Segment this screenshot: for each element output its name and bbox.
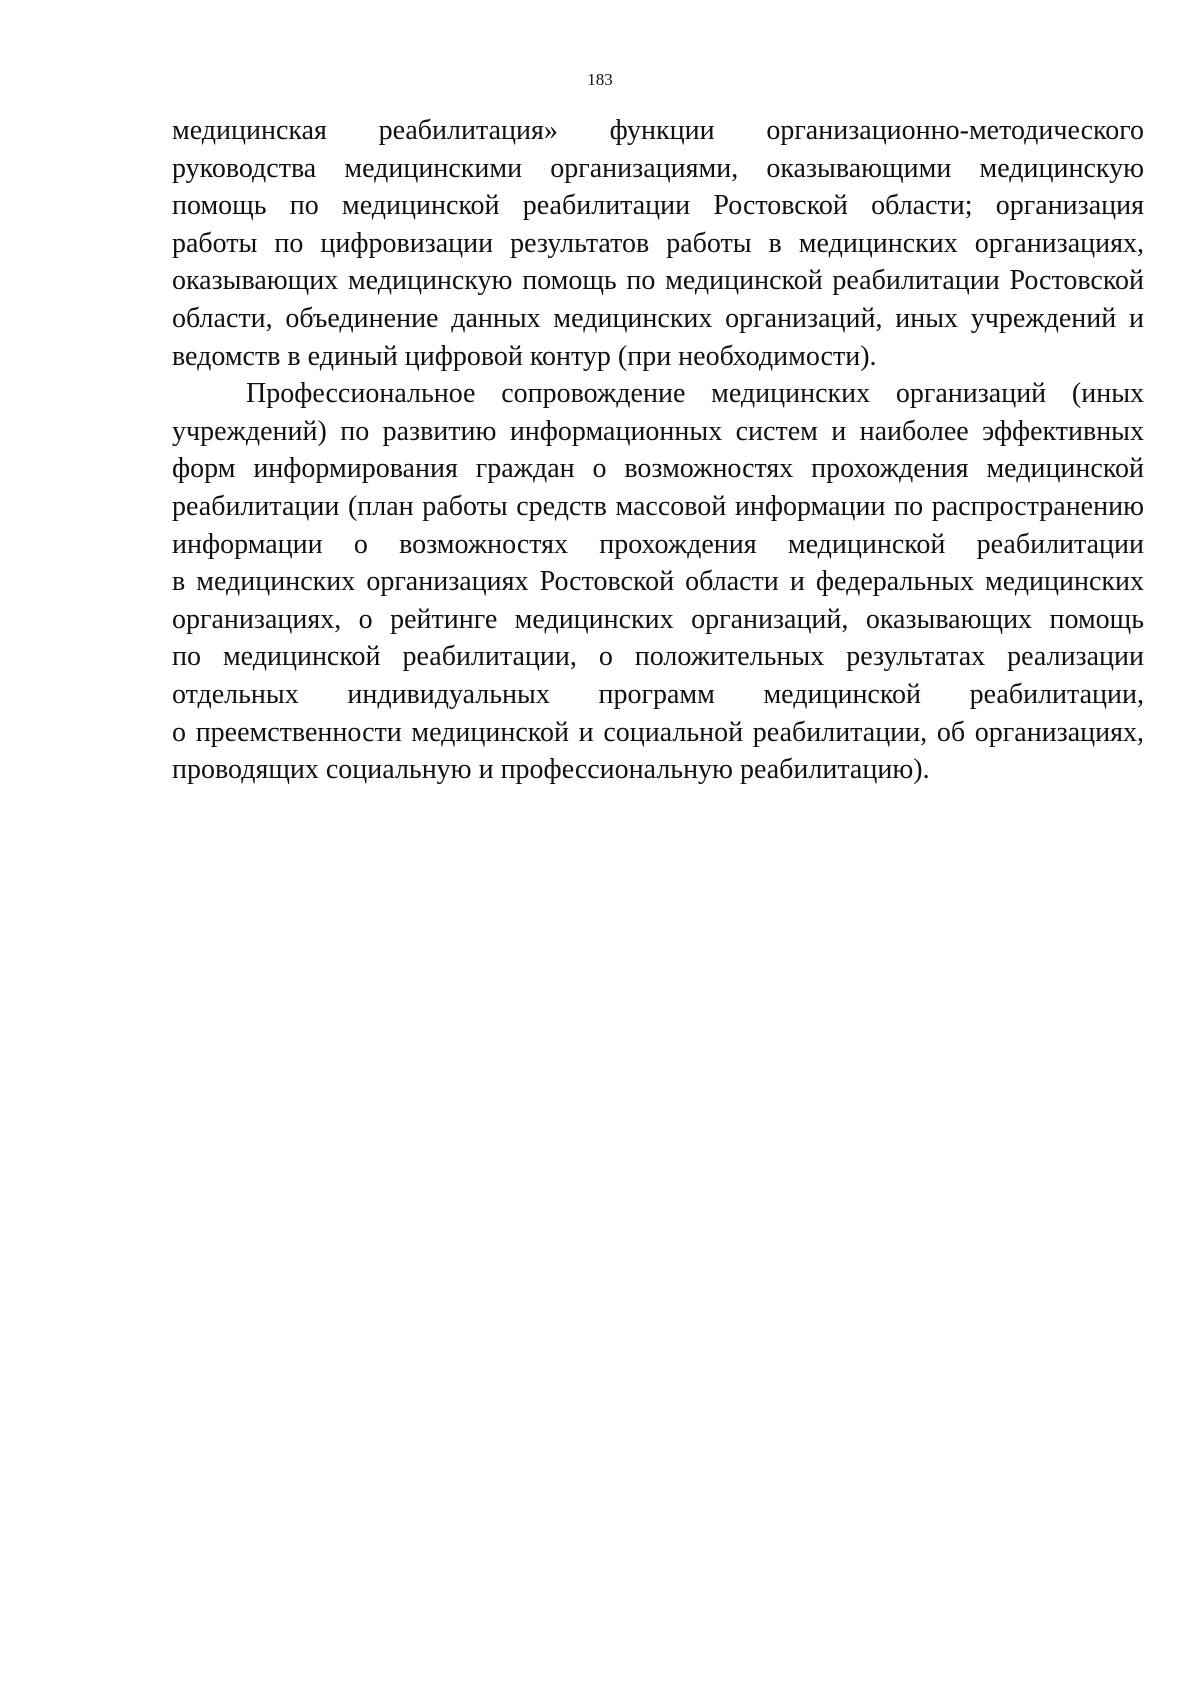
paragraph-1 [172,112,1144,375]
text-line: области, объединение данных медицинских организаций, иных учреждений и [172,302,1144,334]
text-line: работы по цифровизации результатов работы в медицинских организациях, [172,227,1144,259]
text-line: медицинская реабилитация» функции организационно-методического [172,115,1144,146]
text-line: реабилитации (план работы средств массовой информации по распространению [172,490,1144,522]
text-line: Профессиональное сопровождение медицинских организаций (иных [246,378,1144,410]
text-line: учреждений) по развитию информационных систем и наиболее эффективных [172,415,1144,447]
text-line: ведомств в единый цифровой контур (при необходимости). [172,340,877,372]
text-line: о преемственности медицинской и социальной реабилитации, об организациях, [172,716,1144,748]
text-line: отдельных индивидуальных программ медицинской реабилитации, [172,678,1144,710]
text-line: по медицинской реабилитации, о положительных результатах реализации [172,641,1144,673]
text-line: помощь по медицинской реабилитации Ростовской области; организация [172,190,1144,222]
paragraph-2 [172,375,1144,789]
text-line: форм информирования граждан о возможностях прохождения медицинской [172,453,1144,485]
text-line: проводящих социальную и профессиональную реабилитацию). [172,754,930,786]
text-line: информации о возможностях прохождения медицинской реабилитации [172,528,1144,560]
page-number: 183 [587,70,613,89]
document-body [172,112,1144,789]
text-line: организациях, о рейтинге медицинских организаций, оказывающих помощь [172,603,1144,635]
text-line: в медицинских организациях Ростовской области и федеральных медицинских [172,566,1144,598]
text-line: оказывающих медицинскую помощь по медицинской реабилитации Ростовской [172,265,1144,297]
text-line: руководства медицинскими организациями, оказывающими медицинскую [172,152,1144,184]
